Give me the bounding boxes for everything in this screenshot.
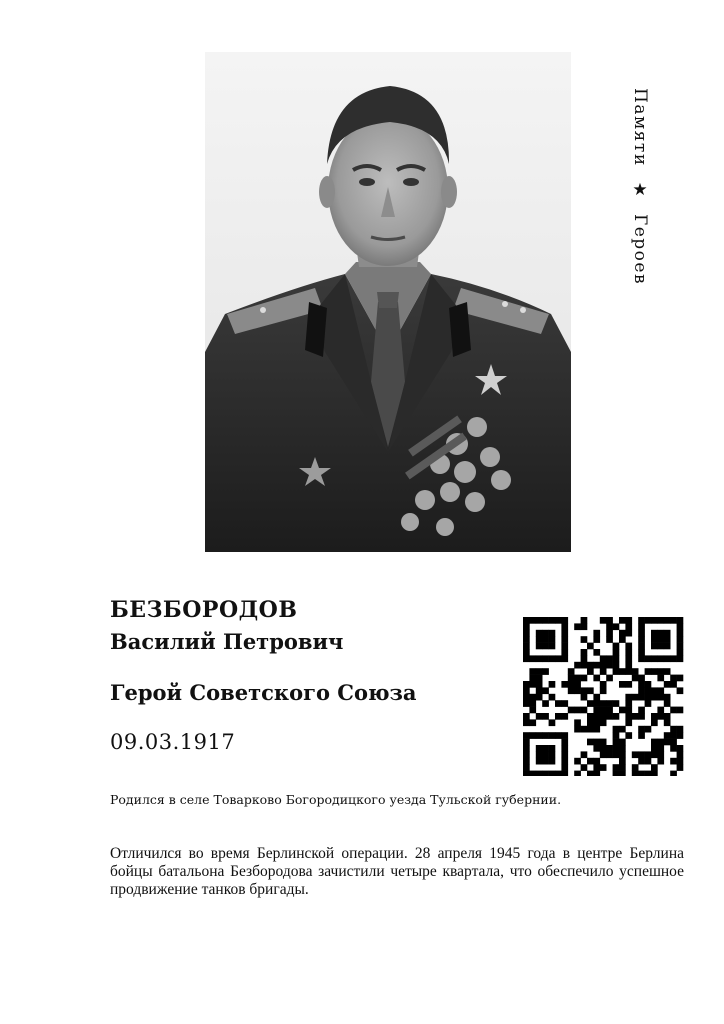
- star-icon: ★: [630, 179, 650, 202]
- person-given-names: Василий Петрович: [110, 629, 344, 654]
- qr-code: [522, 616, 684, 776]
- person-title: Герой Советского Союза: [110, 680, 417, 705]
- portrait-photo: [205, 52, 571, 552]
- side-caption-right: Героев: [630, 213, 650, 286]
- side-caption: [620, 88, 650, 286]
- birth-date: 09.03.1917: [110, 730, 236, 754]
- biography-text: Отличился во время Берлинской операции. 28 апреля 1945 года в центре Берлина бойцы батальона Безбородова зачистили четыре квартала, что обеспечило успешное продвижение танков бригады.: [110, 845, 684, 898]
- person-surname: БЕЗБОРОДОВ: [110, 597, 298, 623]
- side-caption-left: Памяти: [630, 88, 650, 167]
- birthplace-text: Родился в селе Товарково Богородицкого уезда Тульской губернии.: [110, 792, 562, 807]
